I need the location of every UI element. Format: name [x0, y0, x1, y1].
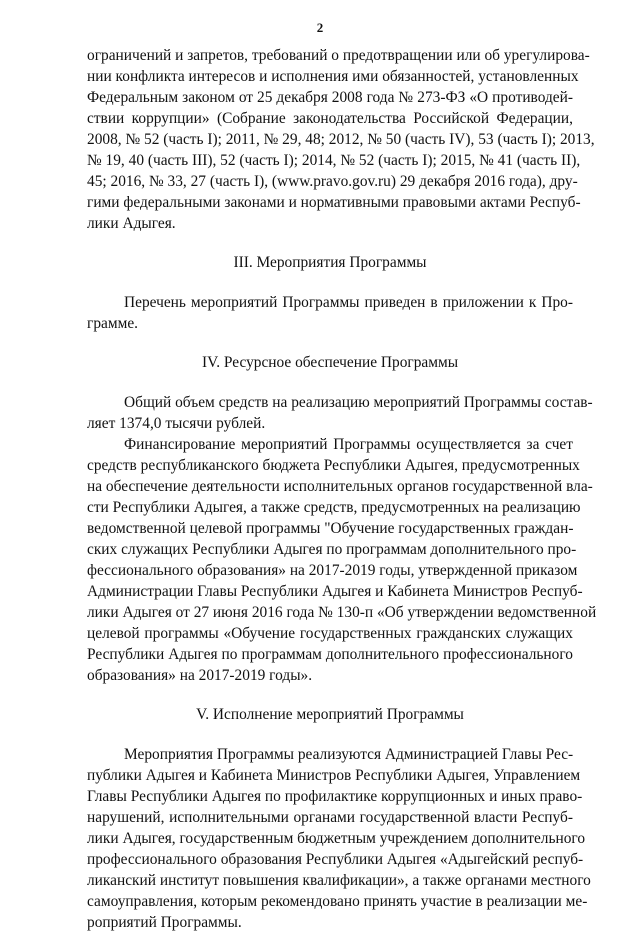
text-line: самоуправления, которым рекомендовано принять участие в реализации ме-	[87, 893, 588, 910]
text-line: Республики Адыгея по программам дополнительного профессионального	[87, 646, 573, 663]
text-line: образования» на 2017-2019 годы».	[87, 667, 313, 684]
text-line: профессионального образования Республики Адыгея «Адыгейский респуб-	[87, 851, 584, 868]
text-line: сти Республики Адыгея, а также средств, предусмотренных на реализацию	[87, 499, 581, 516]
text-line: средств республиканского бюджета Республики Адыгея, предусмотренных	[87, 457, 580, 474]
paragraph-restrictions	[87, 45, 595, 234]
text-line: Перечень мероприятий Программы приведен в приложении к Про-	[124, 294, 573, 311]
text-line: Главы Республики Адыгея по профилактике коррупционных и иных право-	[87, 788, 583, 805]
text-line: Финансирование мероприятий Программы осуществляется за счет	[124, 436, 573, 453]
text-line: Федеральным законом от 25 декабря 2008 года № 273-ФЗ «О противодей-	[87, 89, 573, 106]
paragraph-total-funds	[87, 392, 593, 434]
text-line: нии конфликта интересов и исполнения ими обязанностей, установленных	[87, 68, 579, 85]
text-line: роприятий Программы.	[87, 914, 242, 931]
paragraph-activities-list	[87, 292, 573, 334]
text-line: Мероприятия Программы реализуются Администрацией Главы Рес-	[124, 746, 574, 763]
document-body	[87, 45, 597, 933]
text-line: 45; 2016, № 33, 27 (часть I), (www.pravo.gov.ru) 29 декабря 2016 года), дру-	[87, 173, 578, 190]
text-line: нарушений, исполнительными органами государственной власти Респуб-	[87, 809, 573, 826]
section-heading-iii: III. Мероприятия Программы	[233, 254, 427, 271]
text-line: ограничений и запретов, требований о предотвращении или об урегулирова-	[87, 47, 590, 64]
text-line: ведомственной целевой программы "Обучение государственных граждан-	[87, 520, 574, 537]
text-line: № 19, 40 (часть III), 52 (часть I); 2014, № 52 (часть I); 2015, № 41 (часть II),	[87, 152, 581, 169]
text-line: 2008, № 52 (часть I); 2011, № 29, 48; 2012, № 50 (часть IV), 53 (часть I); 2013,	[87, 131, 595, 148]
text-line: грамме.	[87, 315, 138, 332]
text-line: фессионального образования» на 2017-2019 годы, утвержденной приказом	[87, 562, 578, 579]
text-line: целевой программы «Обучение государственных гражданских служащих	[87, 625, 573, 642]
text-line: ляет 1374,0 тысячи рублей.	[87, 415, 266, 432]
text-line: ских служащих Республики Адыгея по программам дополнительного про-	[87, 541, 577, 558]
text-line: Общий объем средств на реализацию мероприятий Программы состав-	[124, 394, 593, 411]
page-number: 2	[316, 20, 324, 35]
text-line: на обеспечение деятельности исполнительных органов государственной вла-	[87, 478, 593, 495]
section-heading-v: V. Исполнение мероприятий Программы	[196, 706, 464, 723]
paragraph-financing	[87, 434, 597, 686]
text-line: лики Адыгея.	[87, 215, 176, 232]
text-line: гими федеральными законами и нормативными правовыми актами Респуб-	[87, 194, 581, 211]
text-line: публики Адыгея и Кабинета Министров Республики Адыгея, Управлением	[87, 767, 581, 784]
section-heading-iv: IV. Ресурсное обеспечение Программы	[201, 354, 459, 371]
text-line: лики Адыгея, государственным бюджетным учреждением дополнительного	[87, 830, 586, 847]
text-line: лики Адыгея от 27 июня 2016 года № 130-п «Об утверждении ведомственной	[87, 604, 597, 621]
text-line: Администрации Главы Республики Адыгея и Кабинета Министров Респуб-	[87, 583, 583, 600]
text-line: ствии коррупции» (Собрание законодательства Российской Федерации,	[87, 110, 573, 127]
text-line: ликанский институт повышения квалификации», а также органами местного	[87, 872, 591, 889]
